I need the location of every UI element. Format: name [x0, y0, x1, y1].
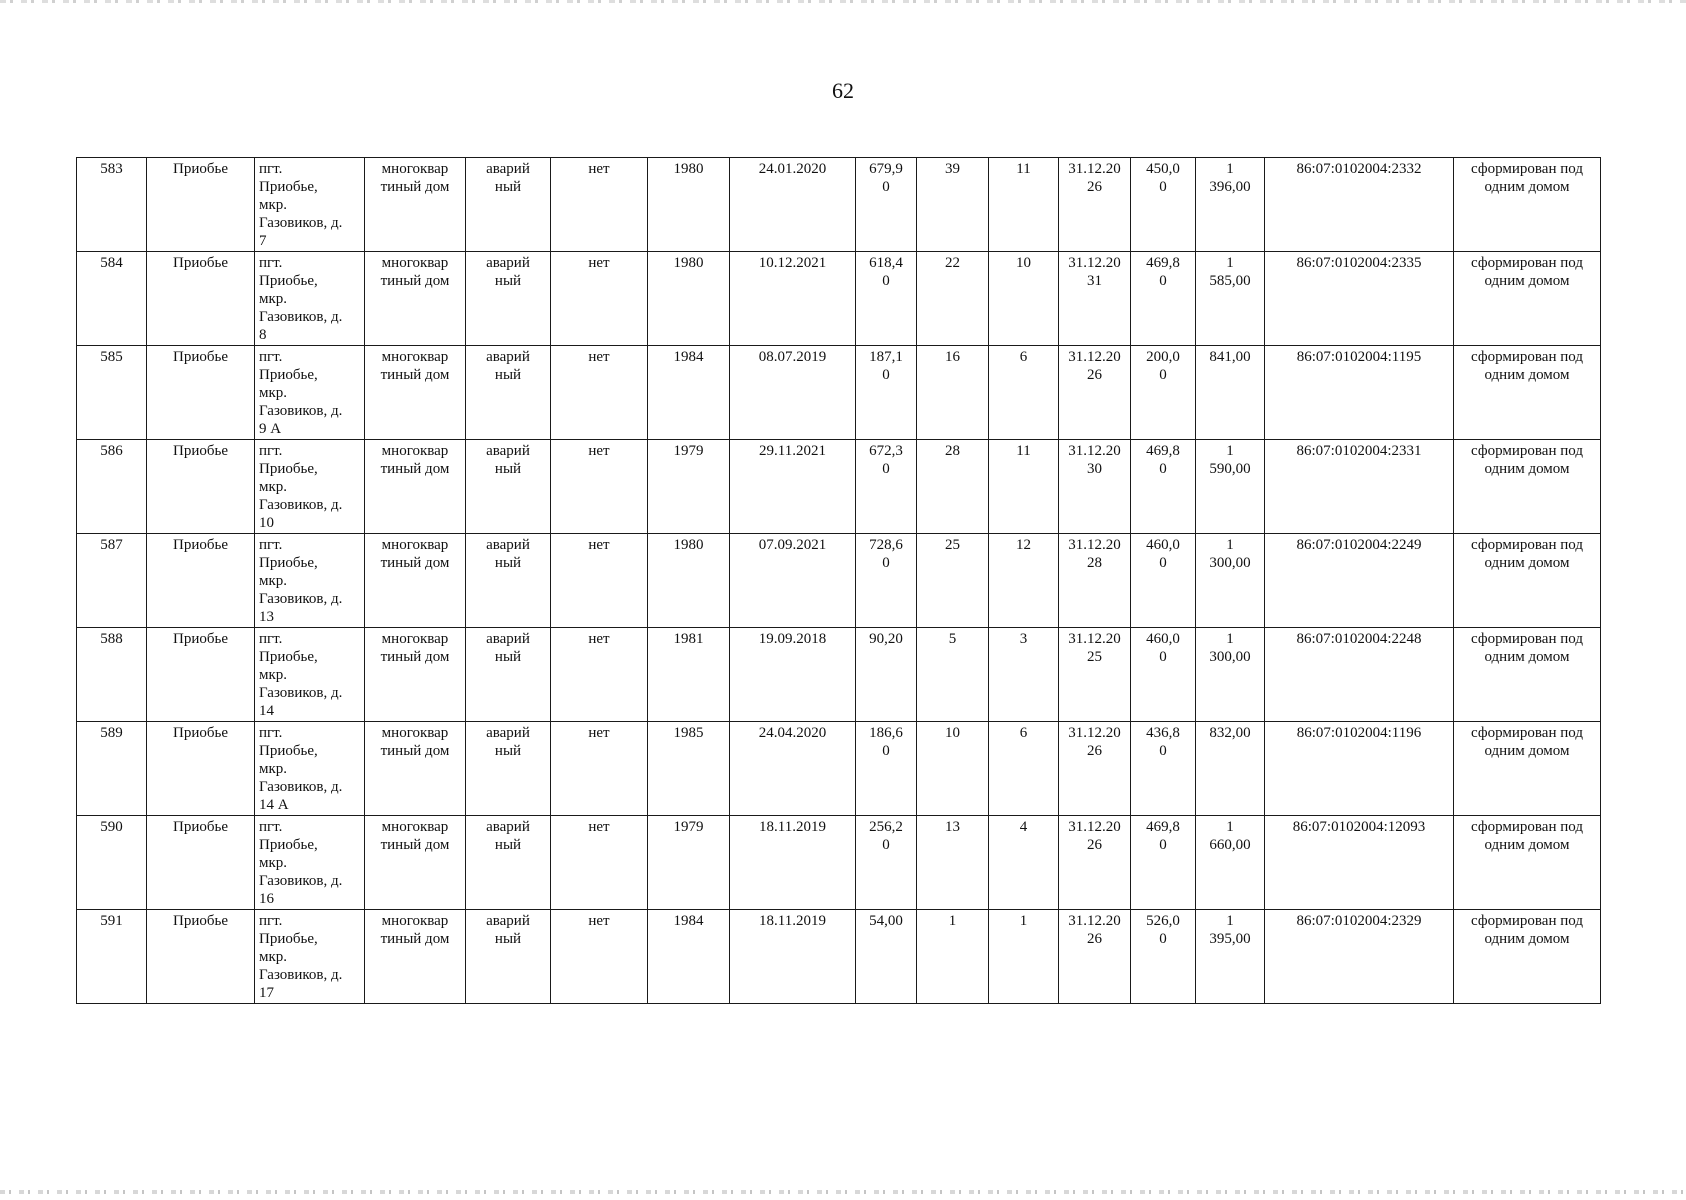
address-line: Приобье, — [259, 179, 318, 195]
address-line: мкр. — [259, 197, 288, 213]
address-line: мкр. — [259, 573, 288, 589]
note-line: одним домом — [1484, 179, 1570, 195]
status-line: аварий — [486, 537, 530, 553]
note-line: одним домом — [1484, 837, 1570, 853]
row-number: 589 — [100, 725, 123, 741]
building-type-line: тиный дом — [380, 837, 450, 853]
table-row — [77, 816, 1601, 910]
row-number: 584 — [100, 255, 123, 271]
area-line: 54,00 — [869, 913, 903, 929]
housing-table — [76, 157, 1601, 1004]
address-line: Приобье, — [259, 367, 318, 383]
address-line: 16 — [259, 891, 274, 907]
rooms-count: 1 — [1019, 913, 1028, 929]
recognition-date: 07.09.2021 — [758, 537, 827, 553]
area-line: 0 — [882, 837, 890, 853]
address-line: 17 — [259, 985, 274, 1001]
amount-line: 396,00 — [1209, 179, 1251, 195]
cadastre-number: 86:07:0102004:2331 — [1296, 443, 1422, 459]
table-row — [77, 722, 1601, 816]
status-line: ный — [494, 743, 522, 759]
row-number: 588 — [100, 631, 123, 647]
area2-line: 450,0 — [1146, 161, 1180, 177]
status-line: ный — [494, 931, 522, 947]
area-line: 90,20 — [869, 631, 903, 647]
amount-line: 300,00 — [1209, 555, 1251, 571]
address-line: 8 — [259, 327, 267, 343]
residents-count: 22 — [945, 255, 960, 271]
address-line: мкр. — [259, 949, 288, 965]
flag-value: нет — [588, 255, 610, 271]
status-line: ный — [494, 555, 522, 571]
area-line: 0 — [882, 273, 890, 289]
address-line: мкр. — [259, 479, 288, 495]
settlement-name: Приобье — [173, 631, 228, 647]
deadline-line: 26 — [1087, 837, 1102, 853]
amount-line: 660,00 — [1209, 837, 1251, 853]
status-line: аварий — [486, 819, 530, 835]
build-year: 1981 — [673, 631, 704, 647]
amount-line: 1 — [1226, 255, 1234, 271]
status-line: ный — [494, 837, 522, 853]
row-number: 583 — [100, 161, 123, 177]
amount-line: 590,00 — [1209, 461, 1251, 477]
address-line: Приобье, — [259, 649, 318, 665]
note-line: одним домом — [1484, 649, 1570, 665]
settlement-name: Приобье — [173, 349, 228, 365]
recognition-date: 29.11.2021 — [759, 443, 826, 459]
cadastre-number: 86:07:0102004:12093 — [1292, 819, 1426, 835]
amount-line: 1 — [1226, 443, 1234, 459]
building-type-line: тиный дом — [380, 555, 450, 571]
flag-value: нет — [588, 819, 610, 835]
cadastre-number: 86:07:0102004:1195 — [1296, 349, 1422, 365]
building-type-line: тиный дом — [380, 273, 450, 289]
area2-line: 0 — [1159, 649, 1167, 665]
address-line: Приобье, — [259, 555, 318, 571]
deadline-line: 31.12.20 — [1068, 913, 1121, 929]
area2-line: 0 — [1159, 179, 1167, 195]
settlement-name: Приобье — [173, 913, 228, 929]
flag-value: нет — [588, 349, 610, 365]
settlement-name: Приобье — [173, 537, 228, 553]
build-year: 1980 — [673, 255, 704, 271]
address-line: 9 А — [259, 421, 282, 437]
build-year: 1985 — [673, 725, 704, 741]
flag-value: нет — [588, 537, 610, 553]
area-line: 679,9 — [869, 161, 903, 177]
address-line: пгт. — [259, 255, 283, 271]
settlement-name: Приобье — [173, 161, 228, 177]
address-line: Газовиков, д. — [259, 591, 343, 607]
area2-line: 0 — [1159, 743, 1167, 759]
recognition-date: 24.04.2020 — [758, 725, 827, 741]
page-number: 62 — [832, 78, 854, 103]
area2-line: 460,0 — [1146, 537, 1180, 553]
build-year: 1984 — [673, 913, 704, 929]
build-year: 1980 — [673, 537, 704, 553]
scan-edge-bottom — [0, 1190, 1686, 1194]
table-row — [77, 628, 1601, 722]
note-line: одним домом — [1484, 461, 1570, 477]
row-number: 586 — [100, 443, 123, 459]
building-type-line: тиный дом — [380, 461, 450, 477]
address-line: пгт. — [259, 161, 283, 177]
note-line: сформирован под — [1471, 819, 1583, 835]
address-line: пгт. — [259, 725, 283, 741]
area2-line: 469,8 — [1146, 443, 1180, 459]
address-line: мкр. — [259, 291, 288, 307]
flag-value: нет — [588, 443, 610, 459]
note-line: одним домом — [1484, 555, 1570, 571]
address-line: Газовиков, д. — [259, 685, 343, 701]
area2-line: 0 — [1159, 367, 1167, 383]
building-type-line: тиный дом — [380, 649, 450, 665]
area-line: 618,4 — [869, 255, 903, 271]
note-line: одним домом — [1484, 273, 1570, 289]
building-type-line: тиный дом — [380, 367, 450, 383]
status-line: ный — [494, 367, 522, 383]
deadline-line: 31.12.20 — [1068, 819, 1121, 835]
amount-line: 395,00 — [1209, 931, 1251, 947]
status-line: аварий — [486, 631, 530, 647]
status-line: аварий — [486, 255, 530, 271]
status-line: аварий — [486, 161, 530, 177]
amount-line: 585,00 — [1209, 273, 1251, 289]
rooms-count: 11 — [1016, 443, 1031, 459]
area2-line: 436,8 — [1146, 725, 1180, 741]
amount-line: 1 — [1226, 819, 1234, 835]
address-line: 14 — [259, 703, 274, 719]
table-row — [77, 252, 1601, 346]
area2-line: 0 — [1159, 273, 1167, 289]
residents-count: 10 — [945, 725, 960, 741]
row-number: 587 — [100, 537, 123, 553]
row-number: 590 — [100, 819, 123, 835]
amount-line: 1 — [1226, 913, 1234, 929]
status-line: аварий — [486, 443, 530, 459]
residents-count: 1 — [948, 913, 957, 929]
note-line: одним домом — [1484, 367, 1570, 383]
recognition-date: 18.11.2019 — [759, 913, 826, 929]
flag-value: нет — [588, 913, 610, 929]
address-line: пгт. — [259, 819, 283, 835]
settlement-name: Приобье — [173, 819, 228, 835]
row-number: 591 — [100, 913, 123, 929]
address-line: 10 — [259, 515, 274, 531]
status-line: ный — [494, 179, 522, 195]
building-type-line: многоквар — [381, 349, 449, 365]
recognition-date: 08.07.2019 — [758, 349, 827, 365]
settlement-name: Приобье — [173, 443, 228, 459]
rooms-count: 3 — [1019, 631, 1028, 647]
deadline-line: 31.12.20 — [1068, 255, 1121, 271]
rooms-count: 4 — [1019, 819, 1028, 835]
amount-line: 1 — [1226, 161, 1234, 177]
address-line: мкр. — [259, 667, 288, 683]
address-line: Приобье, — [259, 461, 318, 477]
area-line: 672,3 — [869, 443, 903, 459]
note-line: сформирован под — [1471, 913, 1583, 929]
area-line: 186,6 — [869, 725, 903, 741]
cadastre-number: 86:07:0102004:1196 — [1296, 725, 1422, 741]
deadline-line: 28 — [1087, 555, 1102, 571]
area-line: 0 — [882, 743, 890, 759]
rooms-count: 6 — [1019, 349, 1028, 365]
building-type-line: многоквар — [381, 255, 449, 271]
address-line: Газовиков, д. — [259, 497, 343, 513]
note-line: сформирован под — [1471, 255, 1583, 271]
deadline-line: 31.12.20 — [1068, 349, 1121, 365]
rooms-count: 10 — [1016, 255, 1031, 271]
status-line: аварий — [486, 725, 530, 741]
status-line: ный — [494, 649, 522, 665]
cadastre-number: 86:07:0102004:2335 — [1296, 255, 1422, 271]
area-line: 0 — [882, 367, 890, 383]
status-line: ный — [494, 461, 522, 477]
building-type-line: тиный дом — [380, 931, 450, 947]
residents-count: 5 — [948, 631, 957, 647]
area2-line: 0 — [1159, 931, 1167, 947]
residents-count: 28 — [945, 443, 960, 459]
building-type-line: многоквар — [381, 725, 449, 741]
deadline-line: 31.12.20 — [1068, 537, 1121, 553]
address-line: Газовиков, д. — [259, 967, 343, 983]
recognition-date: 18.11.2019 — [759, 819, 826, 835]
building-type-line: многоквар — [381, 913, 449, 929]
note-line: одним домом — [1484, 743, 1570, 759]
flag-value: нет — [588, 631, 610, 647]
residents-count: 39 — [945, 161, 960, 177]
deadline-line: 31 — [1087, 273, 1102, 289]
address-line: Газовиков, д. — [259, 215, 343, 231]
deadline-line: 26 — [1087, 179, 1102, 195]
amount-line: 1 — [1226, 537, 1234, 553]
note-line: одним домом — [1484, 931, 1570, 947]
address-line: мкр. — [259, 761, 288, 777]
settlement-name: Приобье — [173, 725, 228, 741]
deadline-line: 25 — [1087, 649, 1102, 665]
address-line: Газовиков, д. — [259, 873, 343, 889]
scan-edge-top — [0, 0, 1686, 3]
cadastre-number: 86:07:0102004:2249 — [1296, 537, 1422, 553]
deadline-line: 26 — [1087, 367, 1102, 383]
settlement-name: Приобье — [173, 255, 228, 271]
note-line: сформирован под — [1471, 725, 1583, 741]
recognition-date: 24.01.2020 — [758, 161, 827, 177]
note-line: сформирован под — [1471, 161, 1583, 177]
deadline-line: 31.12.20 — [1068, 725, 1121, 741]
address-line: Приобье, — [259, 273, 318, 289]
amount-line: 841,00 — [1209, 349, 1251, 365]
building-type-line: многоквар — [381, 537, 449, 553]
building-type-line: многоквар — [381, 631, 449, 647]
amount-line: 300,00 — [1209, 649, 1251, 665]
area-line: 256,2 — [869, 819, 903, 835]
table-row — [77, 534, 1601, 628]
recognition-date: 10.12.2021 — [758, 255, 827, 271]
deadline-line: 31.12.20 — [1068, 161, 1121, 177]
address-line: Газовиков, д. — [259, 779, 343, 795]
table-row — [77, 346, 1601, 440]
building-type-line: многоквар — [381, 819, 449, 835]
address-line: Приобье, — [259, 931, 318, 947]
rooms-count: 11 — [1016, 161, 1031, 177]
building-type-line: тиный дом — [380, 179, 450, 195]
building-type-line: многоквар — [381, 161, 449, 177]
flag-value: нет — [588, 725, 610, 741]
residents-count: 16 — [945, 349, 960, 365]
deadline-line: 31.12.20 — [1068, 631, 1121, 647]
building-type-line: многоквар — [381, 443, 449, 459]
recognition-date: 19.09.2018 — [758, 631, 827, 647]
build-year: 1979 — [673, 443, 704, 459]
build-year: 1979 — [673, 819, 704, 835]
address-line: 13 — [259, 609, 274, 625]
status-line: ный — [494, 273, 522, 289]
address-line: мкр. — [259, 385, 288, 401]
rooms-count: 6 — [1019, 725, 1028, 741]
area-line: 187,1 — [869, 349, 903, 365]
table-row — [77, 158, 1601, 252]
deadline-line: 30 — [1087, 461, 1102, 477]
area2-line: 469,8 — [1146, 255, 1180, 271]
area-line: 0 — [882, 555, 890, 571]
address-line: Газовиков, д. — [259, 309, 343, 325]
note-line: сформирован под — [1471, 349, 1583, 365]
note-line: сформирован под — [1471, 631, 1583, 647]
note-line: сформирован под — [1471, 443, 1583, 459]
address-line: пгт. — [259, 349, 283, 365]
cadastre-number: 86:07:0102004:2332 — [1296, 161, 1422, 177]
area2-line: 0 — [1159, 461, 1167, 477]
address-line: Газовиков, д. — [259, 403, 343, 419]
area2-line: 526,0 — [1146, 913, 1180, 929]
address-line: пгт. — [259, 631, 283, 647]
address-line: Приобье, — [259, 837, 318, 853]
deadline-line: 31.12.20 — [1068, 443, 1121, 459]
table-row — [77, 910, 1601, 1004]
address-line: 7 — [259, 233, 267, 249]
rooms-count: 12 — [1016, 537, 1031, 553]
area2-line: 0 — [1159, 837, 1167, 853]
area2-line: 460,0 — [1146, 631, 1180, 647]
deadline-line: 26 — [1087, 743, 1102, 759]
flag-value: нет — [588, 161, 610, 177]
deadline-line: 26 — [1087, 931, 1102, 947]
build-year: 1984 — [673, 349, 704, 365]
status-line: аварий — [486, 349, 530, 365]
address-line: пгт. — [259, 443, 283, 459]
address-line: пгт. — [259, 913, 283, 929]
address-line: Приобье, — [259, 743, 318, 759]
area-line: 0 — [882, 179, 890, 195]
note-line: сформирован под — [1471, 537, 1583, 553]
status-line: аварий — [486, 913, 530, 929]
area2-line: 0 — [1159, 555, 1167, 571]
address-line: мкр. — [259, 855, 288, 871]
amount-line: 832,00 — [1209, 725, 1251, 741]
residents-count: 13 — [945, 819, 960, 835]
address-line: пгт. — [259, 537, 283, 553]
building-type-line: тиный дом — [380, 743, 450, 759]
cadastre-number: 86:07:0102004:2248 — [1296, 631, 1422, 647]
amount-line: 1 — [1226, 631, 1234, 647]
address-line: 14 А — [259, 797, 289, 813]
table-row — [77, 440, 1601, 534]
row-number: 585 — [100, 349, 123, 365]
area-line: 728,6 — [869, 537, 903, 553]
area-line: 0 — [882, 461, 890, 477]
build-year: 1980 — [673, 161, 704, 177]
cadastre-number: 86:07:0102004:2329 — [1296, 913, 1422, 929]
residents-count: 25 — [945, 537, 960, 553]
area2-line: 469,8 — [1146, 819, 1180, 835]
area2-line: 200,0 — [1146, 349, 1180, 365]
